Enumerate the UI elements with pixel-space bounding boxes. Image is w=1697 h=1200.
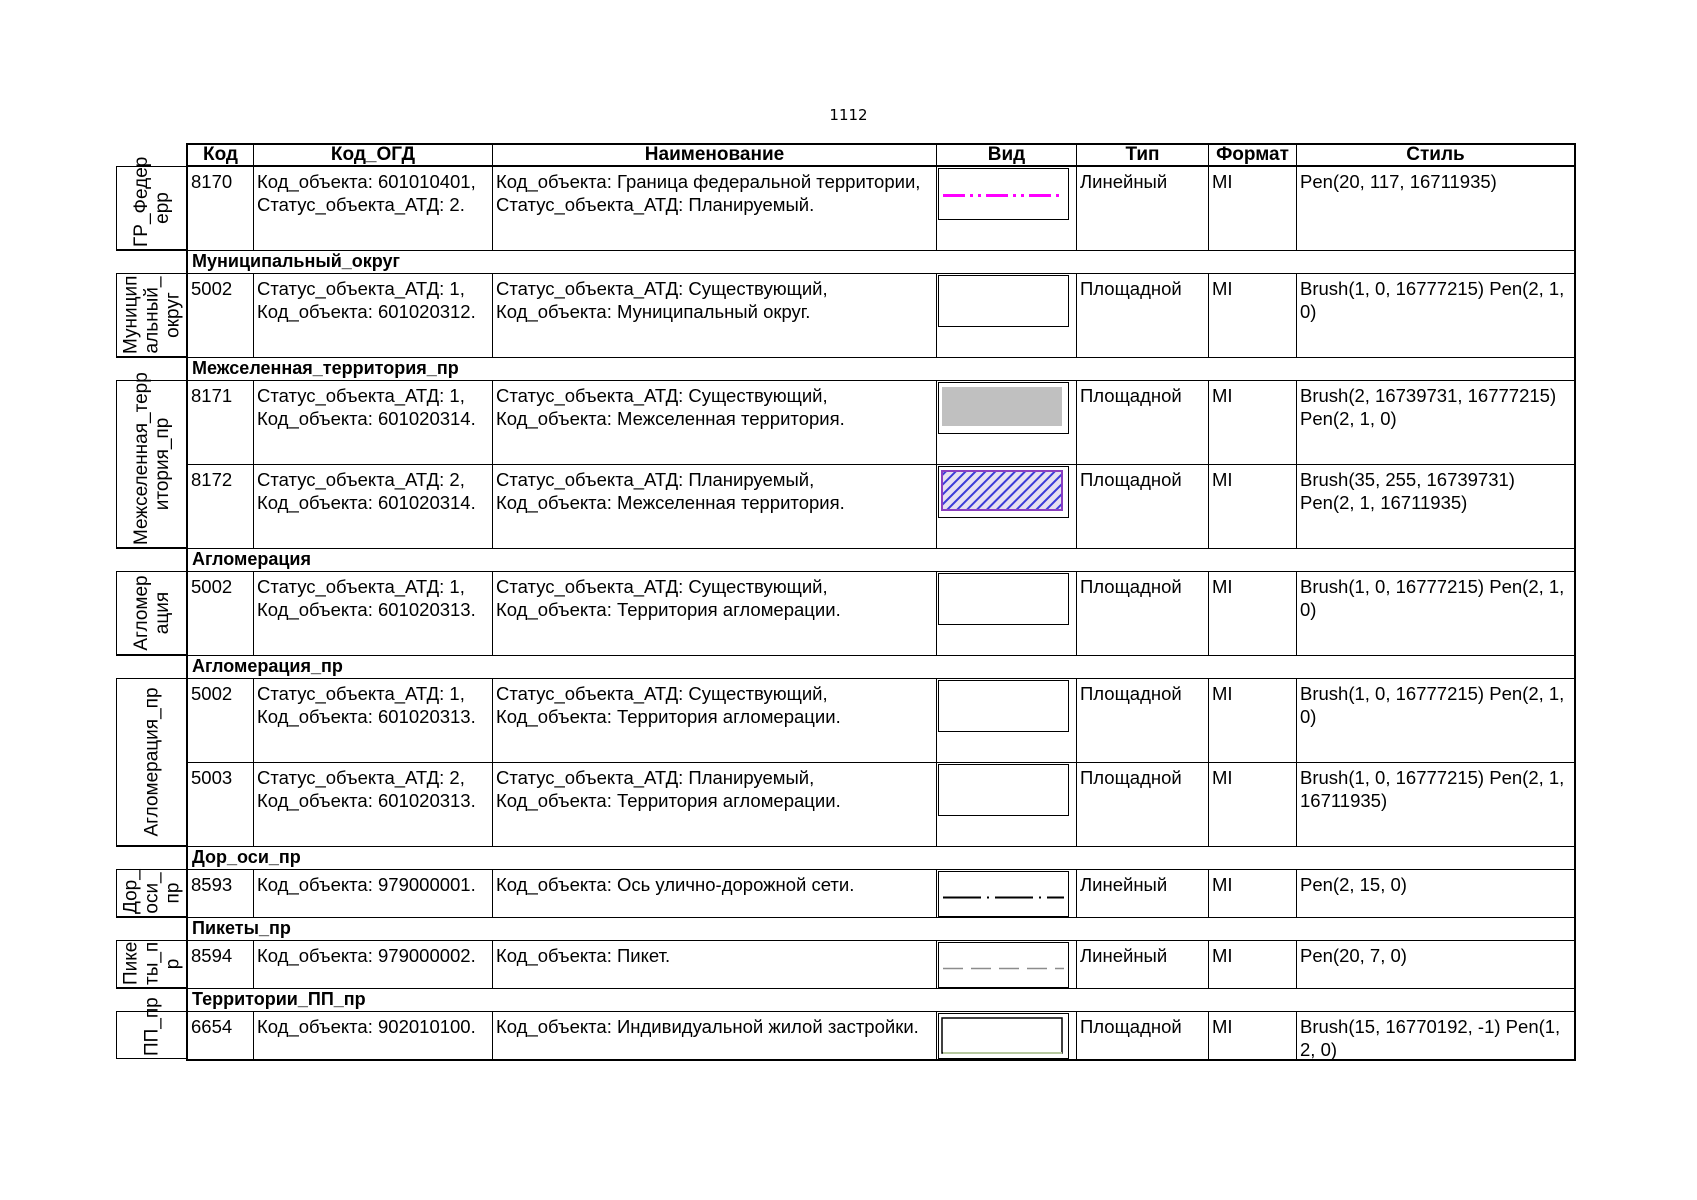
cell-kod: 8170 [191, 171, 233, 192]
header-format: Формат [1208, 145, 1296, 165]
table-row [186, 273, 1576, 357]
legend-swatch [938, 168, 1069, 220]
legend-swatch [938, 382, 1069, 434]
cell-type: Площадной [1076, 465, 1208, 548]
cell-kod: 8594 [191, 945, 233, 966]
cell-type: Площадной [1076, 1012, 1208, 1059]
cell-style: Brush(2, 16739731, 16777215) Pen(2, 1, 0) [1296, 381, 1574, 464]
cell-type: Площадной [1076, 274, 1208, 357]
cell-style: Pen(20, 117, 16711935) [1296, 167, 1574, 250]
group-title: Дор_оси_пр [186, 846, 1576, 869]
cell-type: Площадной [1076, 763, 1208, 846]
group-side-label-text: Муницип альный_ округ [120, 275, 183, 354]
cell-name: Статус_объекта_АТД: Существующий, Код_объекта: Межселенная территория. [492, 381, 936, 464]
header-view: Вид [936, 145, 1076, 165]
cell-kod: 8172 [191, 469, 233, 490]
cell-style: Pen(20, 7, 0) [1296, 941, 1574, 988]
group-side-label [116, 273, 187, 357]
cell-type: Линейный [1076, 941, 1208, 988]
cell-type: Площадной [1076, 679, 1208, 762]
group-title: Межселенная_территория_пр [186, 357, 1576, 380]
legend-swatch [938, 942, 1069, 988]
cell-kod: 5003 [191, 767, 233, 788]
cell-style: Brush(1, 0, 16777215) Pen(2, 1, 0) [1296, 274, 1574, 357]
legend-swatch [938, 573, 1069, 625]
dashdot-line-icon [939, 169, 1067, 218]
cell-format: MI [1208, 1012, 1296, 1059]
cell-view [936, 679, 1076, 762]
cell-format: MI [1208, 465, 1296, 548]
table-row [186, 940, 1576, 988]
cell-view [936, 763, 1076, 846]
cell-style: Pen(2, 15, 0) [1296, 870, 1574, 917]
group-side-label [116, 372, 187, 548]
cell-kod-ogd: Код_объекта: 979000002. [253, 941, 492, 988]
table-row [186, 678, 1576, 762]
legend-swatch [938, 871, 1069, 917]
cell-kod-ogd: Статус_объекта_АТД: 1, Код_объекта: 601020312. [253, 274, 492, 357]
group-title: Пикеты_пр [186, 917, 1576, 940]
cell-type: Линейный [1076, 167, 1208, 250]
legend-swatch [938, 466, 1069, 518]
group-title: Агломерация [186, 548, 1576, 571]
group-side-label [116, 156, 187, 250]
page-number: 1112 [829, 106, 868, 124]
cell-name: Код_объекта: Ось улично-дорожной сети. [492, 870, 936, 917]
cell-kod-ogd: Код_объекта: 902010100. [253, 1012, 492, 1059]
cell-format: MI [1208, 679, 1296, 762]
cell-style: Brush(1, 0, 16777215) Pen(2, 1, 16711935) [1296, 763, 1574, 846]
table-header [186, 143, 1576, 167]
table-row [186, 869, 1576, 917]
cell-view [936, 870, 1076, 917]
group-side-label-text: Дор_ оси_ пр [120, 869, 183, 914]
legend-swatch [938, 680, 1069, 732]
table-row [186, 762, 1576, 846]
cell-format: MI [1208, 870, 1296, 917]
cell-view [936, 465, 1076, 548]
cell-view [936, 941, 1076, 988]
cell-kod: 5002 [191, 278, 233, 299]
cell-kod: 5002 [191, 683, 233, 704]
table-row [186, 464, 1576, 548]
cell-kod: 5002 [191, 576, 233, 597]
group-title: Муниципальный_округ [186, 250, 1576, 273]
grey-fill-icon [939, 383, 1067, 432]
legend-swatch [938, 764, 1069, 816]
cell-kod: 8593 [191, 874, 233, 895]
header-name: Наименование [492, 145, 936, 165]
cell-name: Статус_объекта_АТД: Планируемый, Код_объекта: Межселенная территория. [492, 465, 936, 548]
group-side-label-text: Агломер ация [130, 575, 173, 651]
header-style: Стиль [1296, 145, 1574, 165]
cell-kod: 8171 [191, 385, 233, 406]
group-side-label-text: ПП_пр [141, 997, 162, 1056]
legend-swatch [938, 1013, 1069, 1059]
cell-style: Brush(15, 16770192, -1) Pen(1, 2, 0) [1296, 1012, 1574, 1059]
group-side-label-text: Межселенная_терр итория_пр [130, 372, 173, 545]
group-side-label [116, 997, 187, 1059]
cell-style: Brush(35, 255, 16739731) Pen(2, 1, 16711935) [1296, 465, 1574, 548]
cell-kod-ogd: Код_объекта: 601010401, Статус_объекта_АТД: 2. [253, 167, 492, 250]
cell-kod-ogd: Статус_объекта_АТД: 2, Код_объекта: 601020313. [253, 763, 492, 846]
cell-kod-ogd: Статус_объекта_АТД: 1, Код_объекта: 601020313. [253, 572, 492, 655]
cell-format: MI [1208, 763, 1296, 846]
cell-format: MI [1208, 167, 1296, 250]
cell-view [936, 1012, 1076, 1059]
cell-name: Статус_объекта_АТД: Существующий, Код_объекта: Муниципальный округ. [492, 274, 936, 357]
dashdot-line-icon [939, 872, 1067, 915]
cell-format: MI [1208, 381, 1296, 464]
cell-format: MI [1208, 941, 1296, 988]
group-title: Территории_ПП_пр [186, 988, 1576, 1011]
dash-line-icon [939, 943, 1067, 986]
group-side-label-text: Агломерация_пр [141, 687, 162, 837]
group-side-label [116, 940, 187, 988]
cell-format: MI [1208, 572, 1296, 655]
cell-name: Статус_объекта_АТД: Существующий, Код_объекта: Территория агломерации. [492, 572, 936, 655]
cell-kod-ogd: Статус_объекта_АТД: 1, Код_объекта: 601020314. [253, 381, 492, 464]
table-bottom-border [186, 1059, 1576, 1061]
group-title: Агломерация_пр [186, 655, 1576, 678]
cell-style: Brush(1, 0, 16777215) Pen(2, 1, 0) [1296, 572, 1574, 655]
table-row [186, 571, 1576, 655]
cell-name: Код_объекта: Индивидуальной жилой застройки. [492, 1012, 936, 1059]
header-kod-ogd: Код_ОГД [253, 145, 492, 165]
group-side-label-text: Пике ты_п р [120, 941, 183, 985]
cell-view [936, 572, 1076, 655]
cell-name: Код_объекта: Пикет. [492, 941, 936, 988]
table-row [186, 166, 1576, 250]
group-side-label [116, 571, 187, 655]
cell-name: Код_объекта: Граница федеральной территории, Статус_объекта_АТД: Планируемый. [492, 167, 936, 250]
cell-type: Площадной [1076, 572, 1208, 655]
cell-name: Статус_объекта_АТД: Существующий, Код_объекта: Территория агломерации. [492, 679, 936, 762]
cell-view [936, 274, 1076, 357]
header-type: Тип [1076, 145, 1208, 165]
cell-view [936, 381, 1076, 464]
table-row [186, 380, 1576, 464]
cell-format: MI [1208, 274, 1296, 357]
group-side-label [116, 678, 187, 846]
cell-kod-ogd: Статус_объекта_АТД: 1, Код_объекта: 601020313. [253, 679, 492, 762]
header-kod: Код [202, 144, 238, 165]
hatch-fill-icon [939, 467, 1067, 516]
legend-swatch [938, 275, 1069, 327]
outline-box-icon [939, 1014, 1067, 1057]
cell-kod-ogd: Статус_объекта_АТД: 2, Код_объекта: 601020314. [253, 465, 492, 548]
table-row [186, 1011, 1576, 1059]
cell-style: Brush(1, 0, 16777215) Pen(2, 1, 0) [1296, 679, 1574, 762]
cell-kod: 6654 [191, 1016, 233, 1037]
cell-type: Площадной [1076, 381, 1208, 464]
cell-kod-ogd: Код_объекта: 979000001. [253, 870, 492, 917]
group-side-label-text: ГР_Федер ерр [130, 156, 173, 247]
group-side-label [116, 869, 187, 917]
cell-type: Линейный [1076, 870, 1208, 917]
cell-view [936, 167, 1076, 250]
cell-name: Статус_объекта_АТД: Планируемый, Код_объекта: Территория агломерации. [492, 763, 936, 846]
